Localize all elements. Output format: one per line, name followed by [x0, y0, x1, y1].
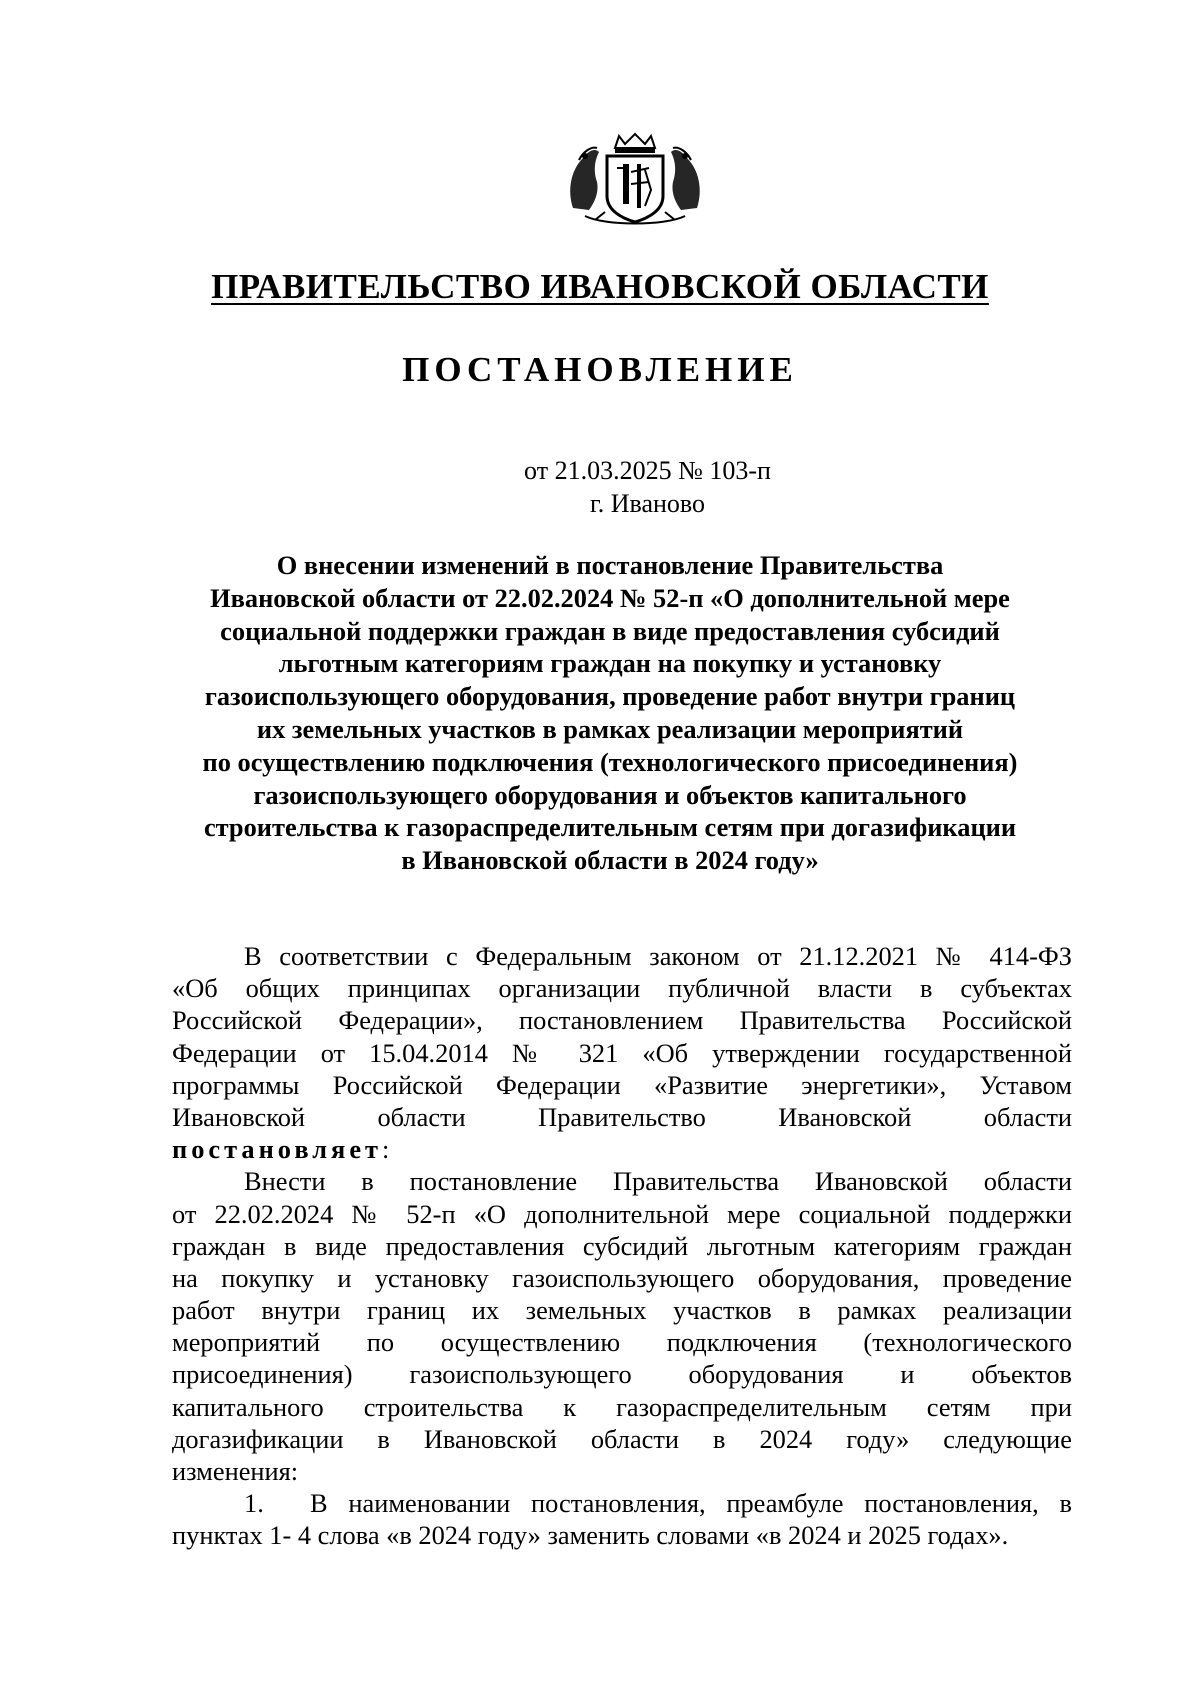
title-line: льготным категориям граждан на покупку и установку — [278, 648, 942, 679]
document-meta — [0, 454, 1200, 520]
amend-line: Внести в постановление Правительства Ивановской области — [244, 1166, 1072, 1197]
document-title — [160, 549, 1060, 877]
title-line: в Ивановской области в 2024 году» — [401, 845, 819, 876]
preamble-line: Российской Федерации», постановлением Правительства Российской — [172, 1005, 1072, 1036]
amend-line: на покупку и установку газоиспользующего оборудования, проведение — [172, 1262, 1072, 1293]
amend-line: присоединения) газоиспользующего оборудования и объектов — [172, 1359, 1072, 1390]
title-line: О внесении изменений в постановление Правительства — [276, 550, 944, 580]
title-line: их земельных участков в рамках реализации мероприятий — [256, 713, 964, 744]
document-type: ПОСТАНОВЛЕНИЕ — [402, 350, 798, 389]
amend-line: догазификации в Ивановской области в 2024 году» следующие — [172, 1423, 1072, 1454]
amend-line: капитального строительства к газораспределительным сетям при — [172, 1391, 1072, 1422]
preamble-line: программы Российской Федерации «Развитие энергетики», Уставом — [172, 1069, 1072, 1100]
amend-line: работ внутри границ их земельных участков в рамках реализации — [172, 1295, 1072, 1326]
title-line: Ивановской области от 22.02.2024 № 52-п «О дополнительной мере — [210, 582, 1010, 613]
title-line: социальной поддержки граждан в виде предоставления субсидий — [220, 615, 1000, 646]
preamble-line: Ивановской области Правительство Ивановской области — [172, 1101, 1072, 1132]
amend-line: от 22.02.2024 № 52-п «О дополнительной мере социальной поддержки — [172, 1198, 1072, 1229]
document-body — [172, 940, 1072, 1552]
coat-of-arms-emblem — [565, 130, 705, 230]
item-1-line: пунктах 1- 4 слова «в 2024 году» заменить словами «в 2024 и 2025 годах». — [172, 1520, 1009, 1551]
organization-name-text: ПРАВИТЕЛЬСТВО ИВАНОВСКОЙ ОБЛАСТИ — [211, 267, 989, 306]
title-line: строительства к газораспределительным сетям при догазификации — [203, 812, 1017, 843]
item-1-line — [172, 1487, 1072, 1519]
city: г. Иваново — [590, 489, 705, 518]
item-1-text: В наименовании постановления, преамбуле постановления, в — [310, 1488, 1072, 1519]
preamble-line: В соответствии с Федеральным законом от 21.12.2021 № 414-ФЗ — [244, 941, 1072, 971]
amend-line: граждан в виде предоставления субсидий льготным категориям граждан — [172, 1230, 1072, 1261]
preamble-line: Федерации от 15.04.2014 № 321 «Об утверждении государственной — [172, 1037, 1072, 1068]
item-number: 1. — [244, 1488, 264, 1519]
organization-name — [0, 265, 1200, 309]
decree-colon: : — [382, 1134, 390, 1165]
title-line: по осуществлению подключения (технологического присоединения) — [202, 746, 1018, 777]
title-line: газоиспользующего оборудования, проведение работ внутри границ — [204, 681, 1016, 712]
decree-word: постановляет — [172, 1134, 383, 1165]
amend-line: мероприятий по осуществлению подключения (технологического — [172, 1327, 1072, 1358]
decree-line — [172, 1133, 1072, 1165]
amend-line: изменения: — [172, 1456, 299, 1486]
date-number: от 21.03.2025 № 103-п — [524, 456, 771, 485]
preamble-line: «Об общих принципах организации публичной власти в субъектах — [172, 973, 1072, 1004]
title-line: газоиспользующего оборудования и объектов капитального — [253, 779, 967, 810]
